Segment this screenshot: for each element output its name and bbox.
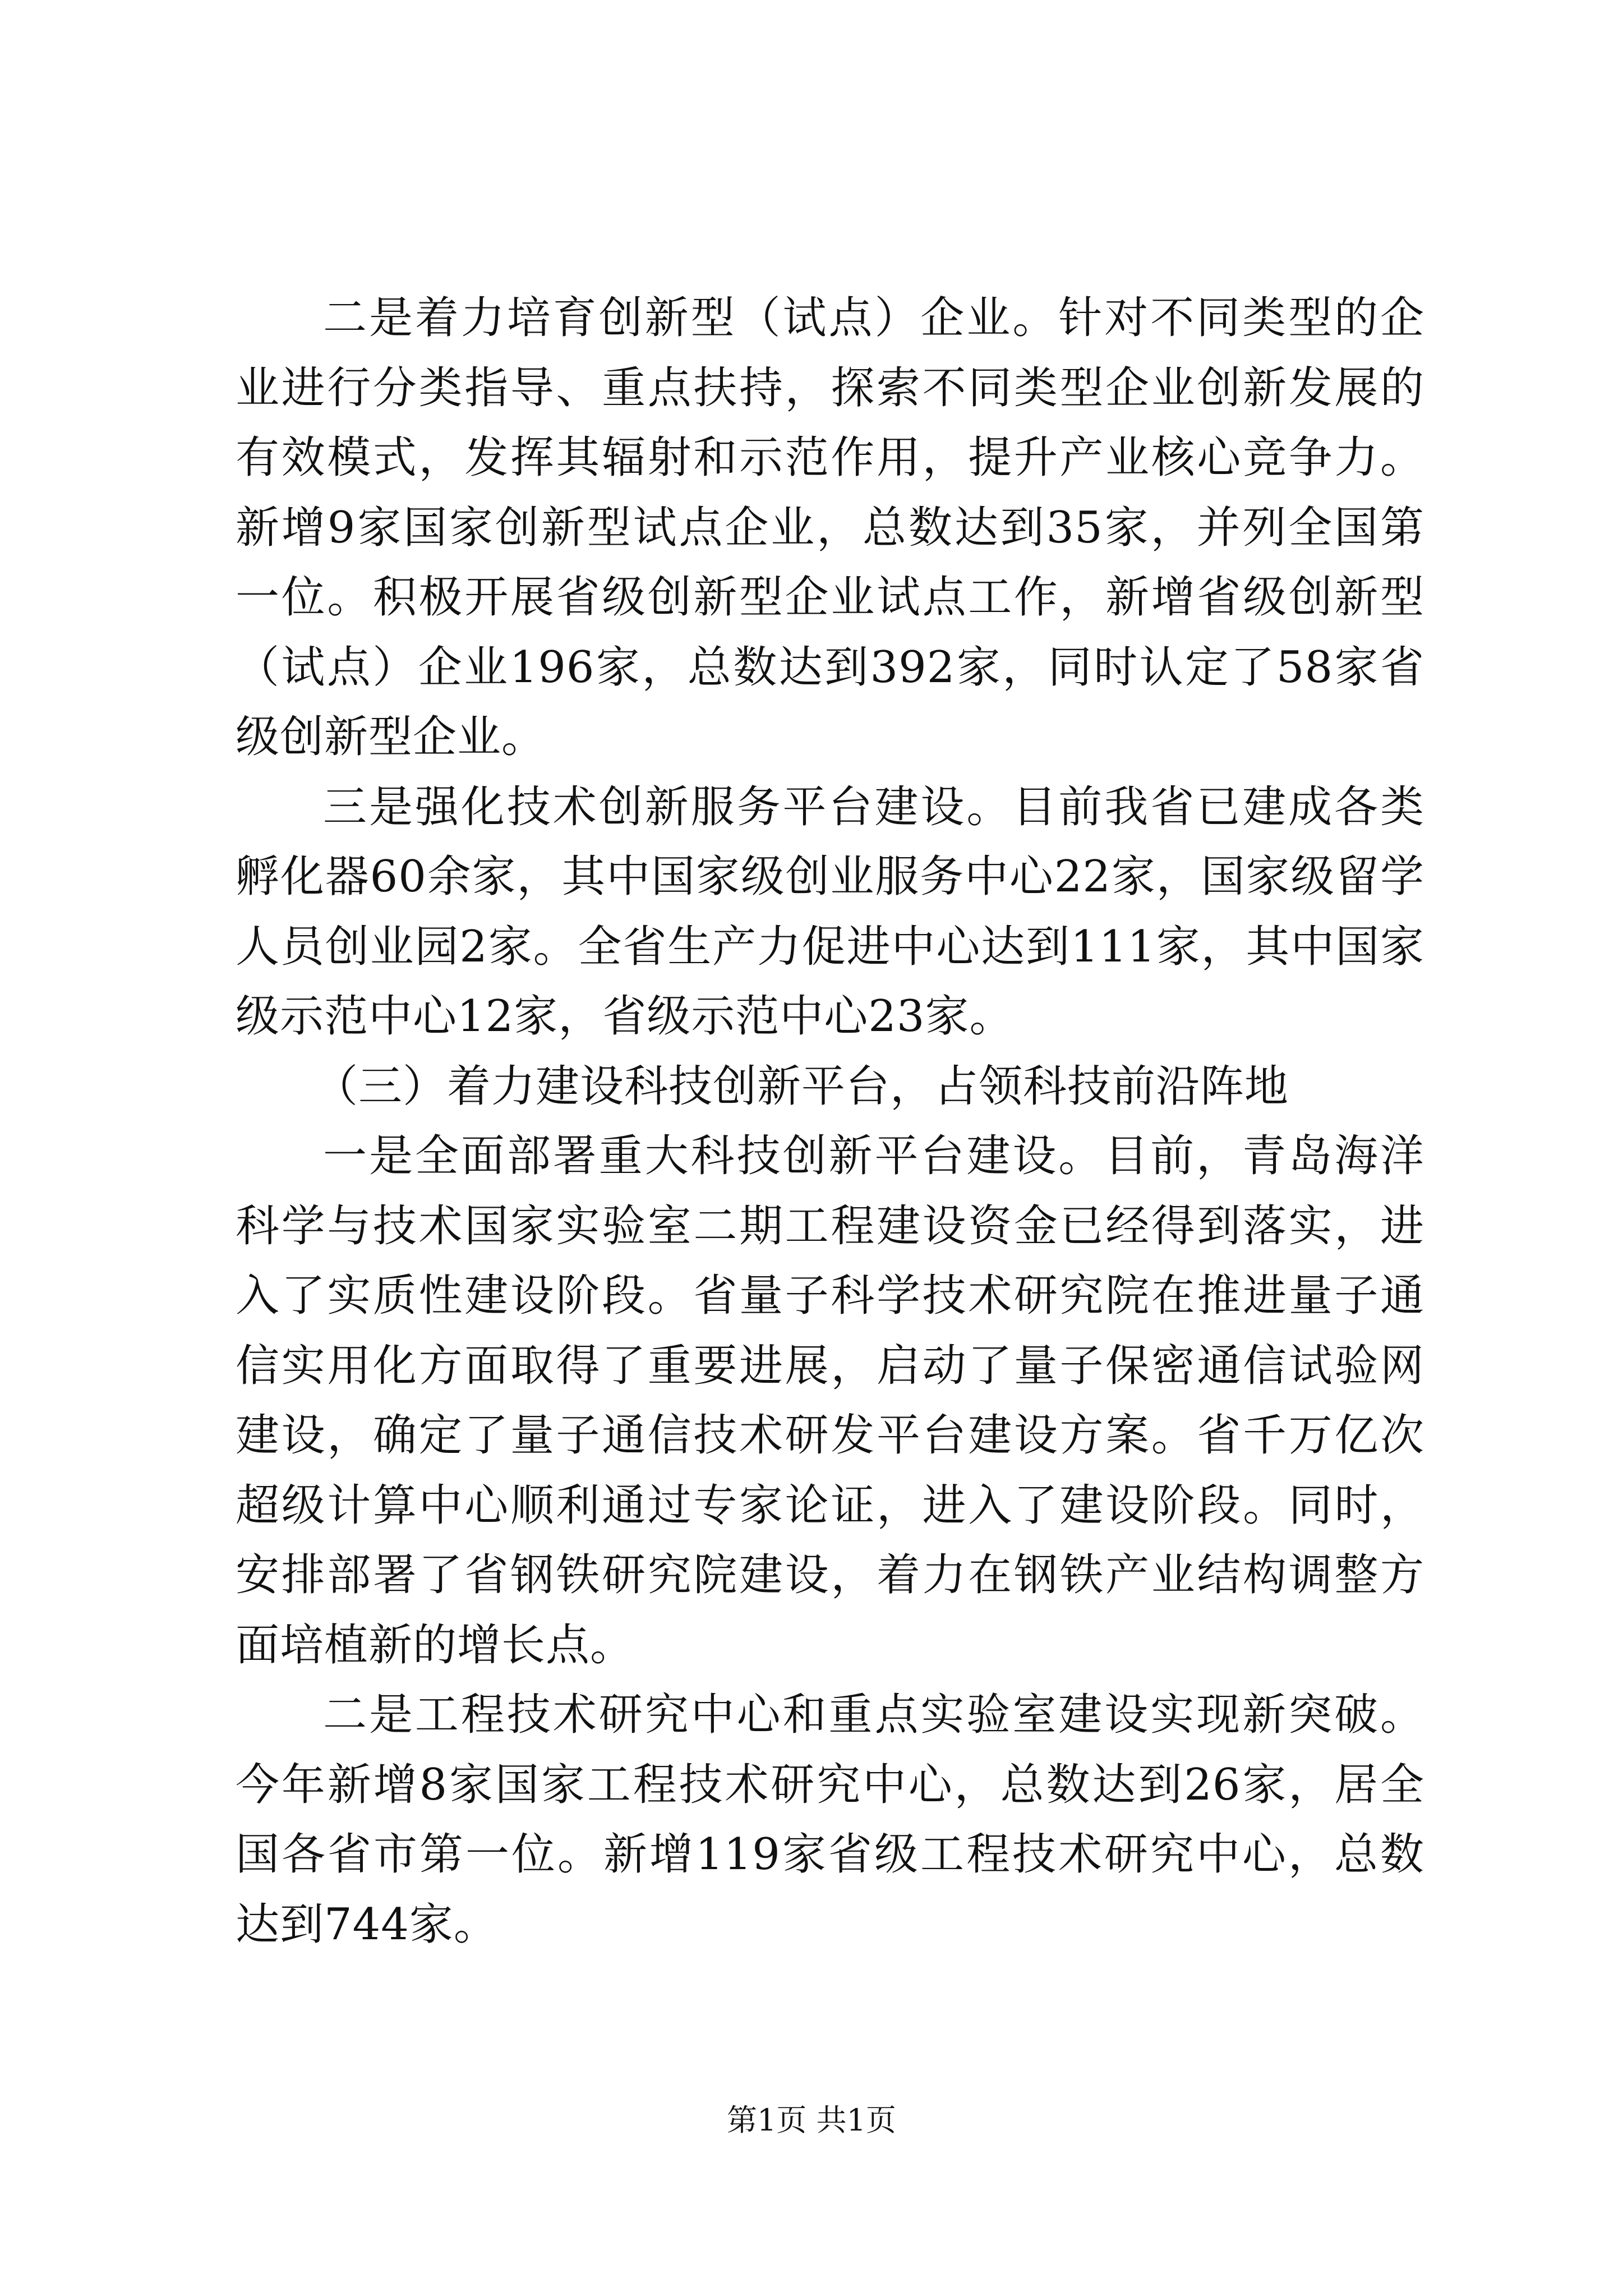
- paragraph-service-platform: 三是强化技术创新服务平台建设。目前我省已建成各类孵化器60余家，其中国家级创业服务中心22家，国家级留学人员创业园2家。全省生产力促进中心达到111家，其中国家级示范中心12家，省级示范中心23家。: [236, 781, 1424, 1042]
- document-body: [236, 283, 1424, 1959]
- paragraph-major-platforms: 一是全面部署重大科技创新平台建设。目前，青岛海洋科学与技术国家实验室二期工程建设资金已经得到落实，进入了实质性建设阶段。省量子科学技术研究院在推进量子通信实用化方面取得了重要进展，启动了量子保密通信试验网建设，确定了量子通信技术研发平台建设方案。省千万亿次超级计算中心顺利通过专家论证，进入了建设阶段。同时，安排部署了省钢铁研究院建设，着力在钢铁产业结构调整方面培植新的增长点。: [236, 1131, 1424, 1671]
- paragraph-enterprise-cultivation: 二是着力培育创新型（试点）企业。针对不同类型的企业进行分类指导、重点扶持，探索不同类型企业创新发展的有效模式，发挥其辐射和示范作用，提升产业核心竞争力。新增9家国家创新型试点企业，总数达到35家，并列全国第一位。积极开展省级创新型企业试点工作，新增省级创新型（试点）企业196家，总数达到392家，同时认定了58家省级创新型企业。: [236, 293, 1424, 762]
- page-footer: 第1页 共1页: [727, 2102, 896, 2138]
- section-heading: （三）着力建设科技创新平台，占领科技前沿阵地: [314, 1061, 1289, 1112]
- paragraph-research-centers: 二是工程技术研究中心和重点实验室建设实现新突破。今年新增8家国家工程技术研究中心，总数达到26家，居全国各省市第一位。新增119家省级工程技术研究中心，总数达到744家。: [236, 1690, 1424, 1950]
